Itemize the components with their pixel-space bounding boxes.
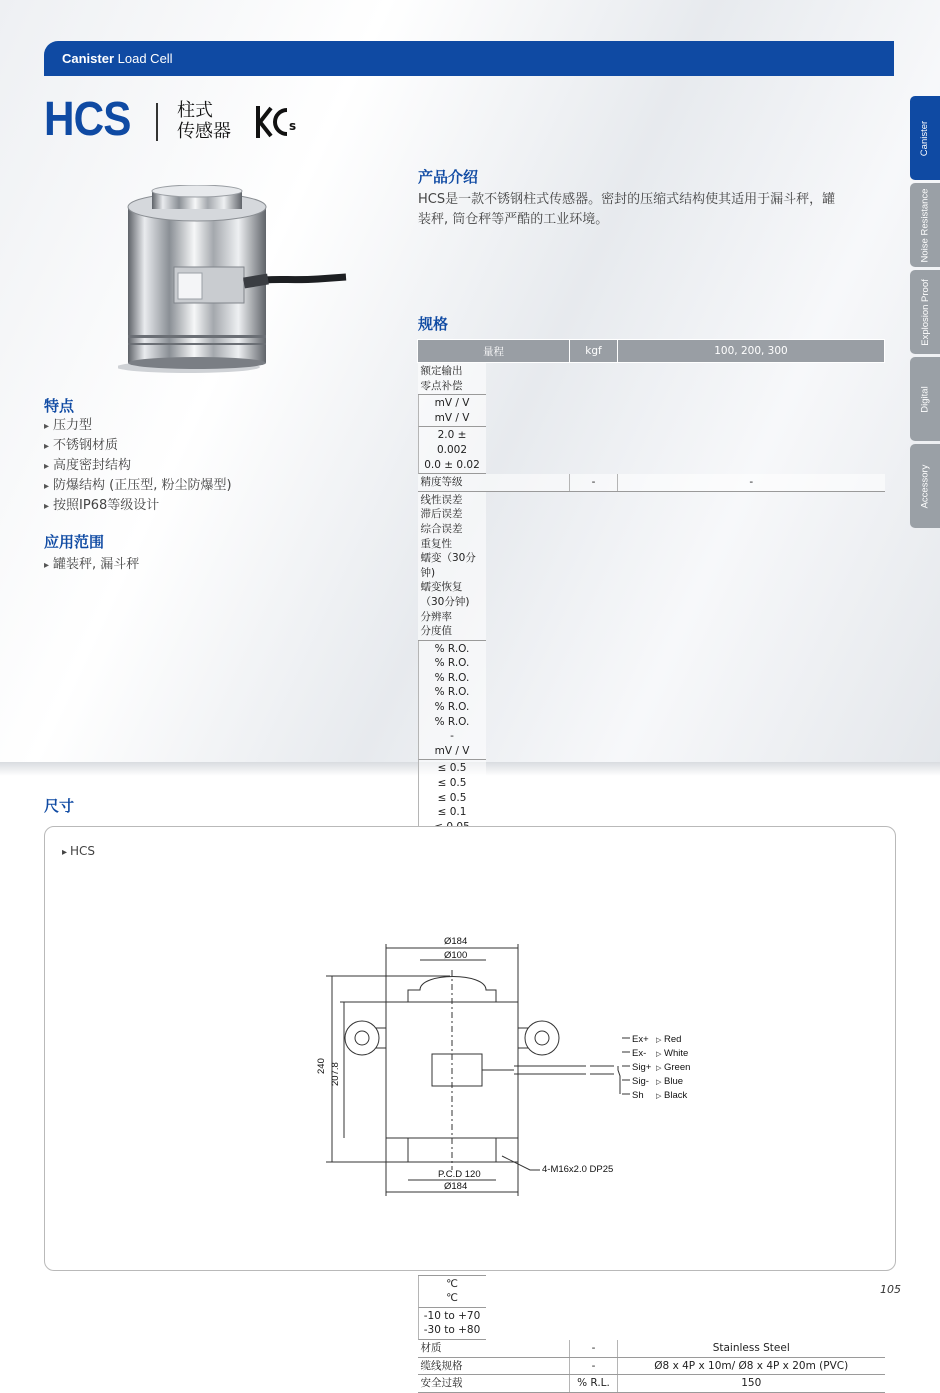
wire-signal: Ex+ <box>632 1034 649 1045</box>
row-label: 安全过载 <box>418 1375 570 1393</box>
svg-text:▷: ▷ <box>656 1037 662 1044</box>
drawing-label: ▸ HCS <box>62 844 95 858</box>
row-value: Ø8 x 4P x 10m/ Ø8 x 4P x 20m (PVC) <box>618 1357 885 1375</box>
category-title: Canister Load Cell <box>62 51 173 66</box>
applications-title: 应用范围 <box>44 533 105 551</box>
spec-title: 规格 <box>418 315 449 333</box>
row-value: ≤ 0.5 ≤ 0.5 ≤ 0.5 ≤ 0.1 <box>418 760 486 880</box>
dim-thread: 4-M16x2.0 DP25 <box>542 1164 614 1175</box>
tab-canister[interactable]: Canister <box>910 96 940 180</box>
intro-title: 产品介绍 <box>418 168 479 186</box>
model-name: HCS <box>44 93 131 146</box>
page-number: 105 <box>880 1283 901 1296</box>
row-label: 额定输出 零点补偿 <box>418 363 486 395</box>
table-row <box>418 491 885 880</box>
row-label: 缆线规格 <box>418 1357 570 1375</box>
row-value: -10 to +70 -30 to +80 <box>418 1308 486 1340</box>
wire-signal: Ex- <box>632 1048 647 1059</box>
wire-color: Green <box>664 1062 691 1073</box>
wire-color: Black <box>664 1090 688 1101</box>
wire-signal: Sig- <box>632 1076 649 1087</box>
wire-signal: Sig+ <box>632 1062 652 1073</box>
row-label: 精度等级 <box>418 474 570 491</box>
list-item: ▸ 高度密封结构 <box>44 456 232 476</box>
list-item: ▸ 不锈钢材质 <box>44 436 232 456</box>
product-subtitle: 柱式 传感器 <box>177 100 231 142</box>
row-unit: mV / V mV / V <box>418 395 486 427</box>
list-item: ▸ 罐装秤, 漏斗秤 <box>44 555 139 575</box>
list-item: ▸ 防爆结构 (正压型, 粉尘防爆型) <box>44 476 232 496</box>
dim-pcd: P.C.D 120 <box>438 1169 481 1180</box>
tab-digital[interactable]: Digital <box>910 357 940 441</box>
table-row <box>418 1357 885 1375</box>
tab-accessory[interactable]: Accessory <box>910 444 940 528</box>
wire-color: White <box>664 1048 689 1059</box>
features-title: 特点 <box>44 397 75 415</box>
table-row <box>418 363 885 475</box>
svg-text:▷: ▷ <box>656 1079 662 1086</box>
dim-top-inner: Ø100 <box>444 950 468 961</box>
row-value: Stainless Steel <box>618 1340 885 1357</box>
row-unit: % R.L. <box>570 1375 618 1393</box>
intro-text: HCS是一款不锈钢柱式传感器。密封的压缩式结构使其适用于漏斗秤，罐装秤, 筒仓秤等严酷的工业环境。 <box>418 192 836 227</box>
side-navigation <box>910 96 940 531</box>
dim-top-outer: Ø184 <box>444 936 468 947</box>
wire-signal: Sh <box>632 1090 644 1101</box>
tab-noise-resistance[interactable]: Noise Resistance <box>910 183 940 267</box>
svg-text:▷: ▷ <box>656 1065 662 1072</box>
row-unit: ℃ ℃ <box>418 1276 486 1308</box>
applications-list <box>44 555 139 575</box>
column-header: 量程 <box>418 340 570 363</box>
list-item: ▸ 压力型 <box>44 416 232 436</box>
svg-text:▷: ▷ <box>656 1051 662 1058</box>
svg-text:s: s <box>289 119 297 133</box>
dim-height-total: 240 <box>316 1058 327 1074</box>
dim-height-body: 207.8 <box>330 1062 341 1086</box>
row-label: 线性误差 滞后误差 综合误差 重复性 蠕变（30分钟) 蠕变恢复（30分钟) 分辨率 分度值 <box>418 492 486 641</box>
row-unit: - <box>570 1340 618 1357</box>
dim-bottom: Ø184 <box>444 1181 468 1192</box>
table-row <box>418 474 885 491</box>
tab-explosion-proof[interactable]: Explosion Proof <box>910 270 940 354</box>
table-header-row <box>418 340 885 363</box>
row-unit: - <box>570 1357 618 1375</box>
kc-certification-logo <box>255 102 301 142</box>
row-value: - <box>618 474 885 491</box>
row-value: 2.0 ± 0.002 0.0 ± 0.02 <box>418 427 486 474</box>
row-value: 150 <box>618 1375 885 1393</box>
table-row <box>418 1340 885 1357</box>
category-bar <box>44 41 894 76</box>
title-separator <box>156 103 158 141</box>
row-label: 材质 <box>418 1340 570 1357</box>
column-header: kgf <box>570 340 618 363</box>
product-image <box>118 185 358 375</box>
row-unit: - <box>570 474 618 491</box>
dimensions-title: 尺寸 <box>44 797 75 815</box>
wire-color: Red <box>664 1034 682 1045</box>
row-unit: % R.O. % R.O. % R.O. % R.O. % R.O. % R.O. - mV / V <box>418 641 486 761</box>
table-row <box>418 1375 885 1393</box>
dimension-drawing <box>290 930 710 1200</box>
features-list <box>44 416 232 516</box>
svg-text:▷: ▷ <box>656 1093 662 1100</box>
wire-color: Blue <box>664 1076 684 1087</box>
list-item: ▸ 按照IP68等级设计 <box>44 496 232 516</box>
column-header: 100, 200, 300 <box>618 340 885 363</box>
